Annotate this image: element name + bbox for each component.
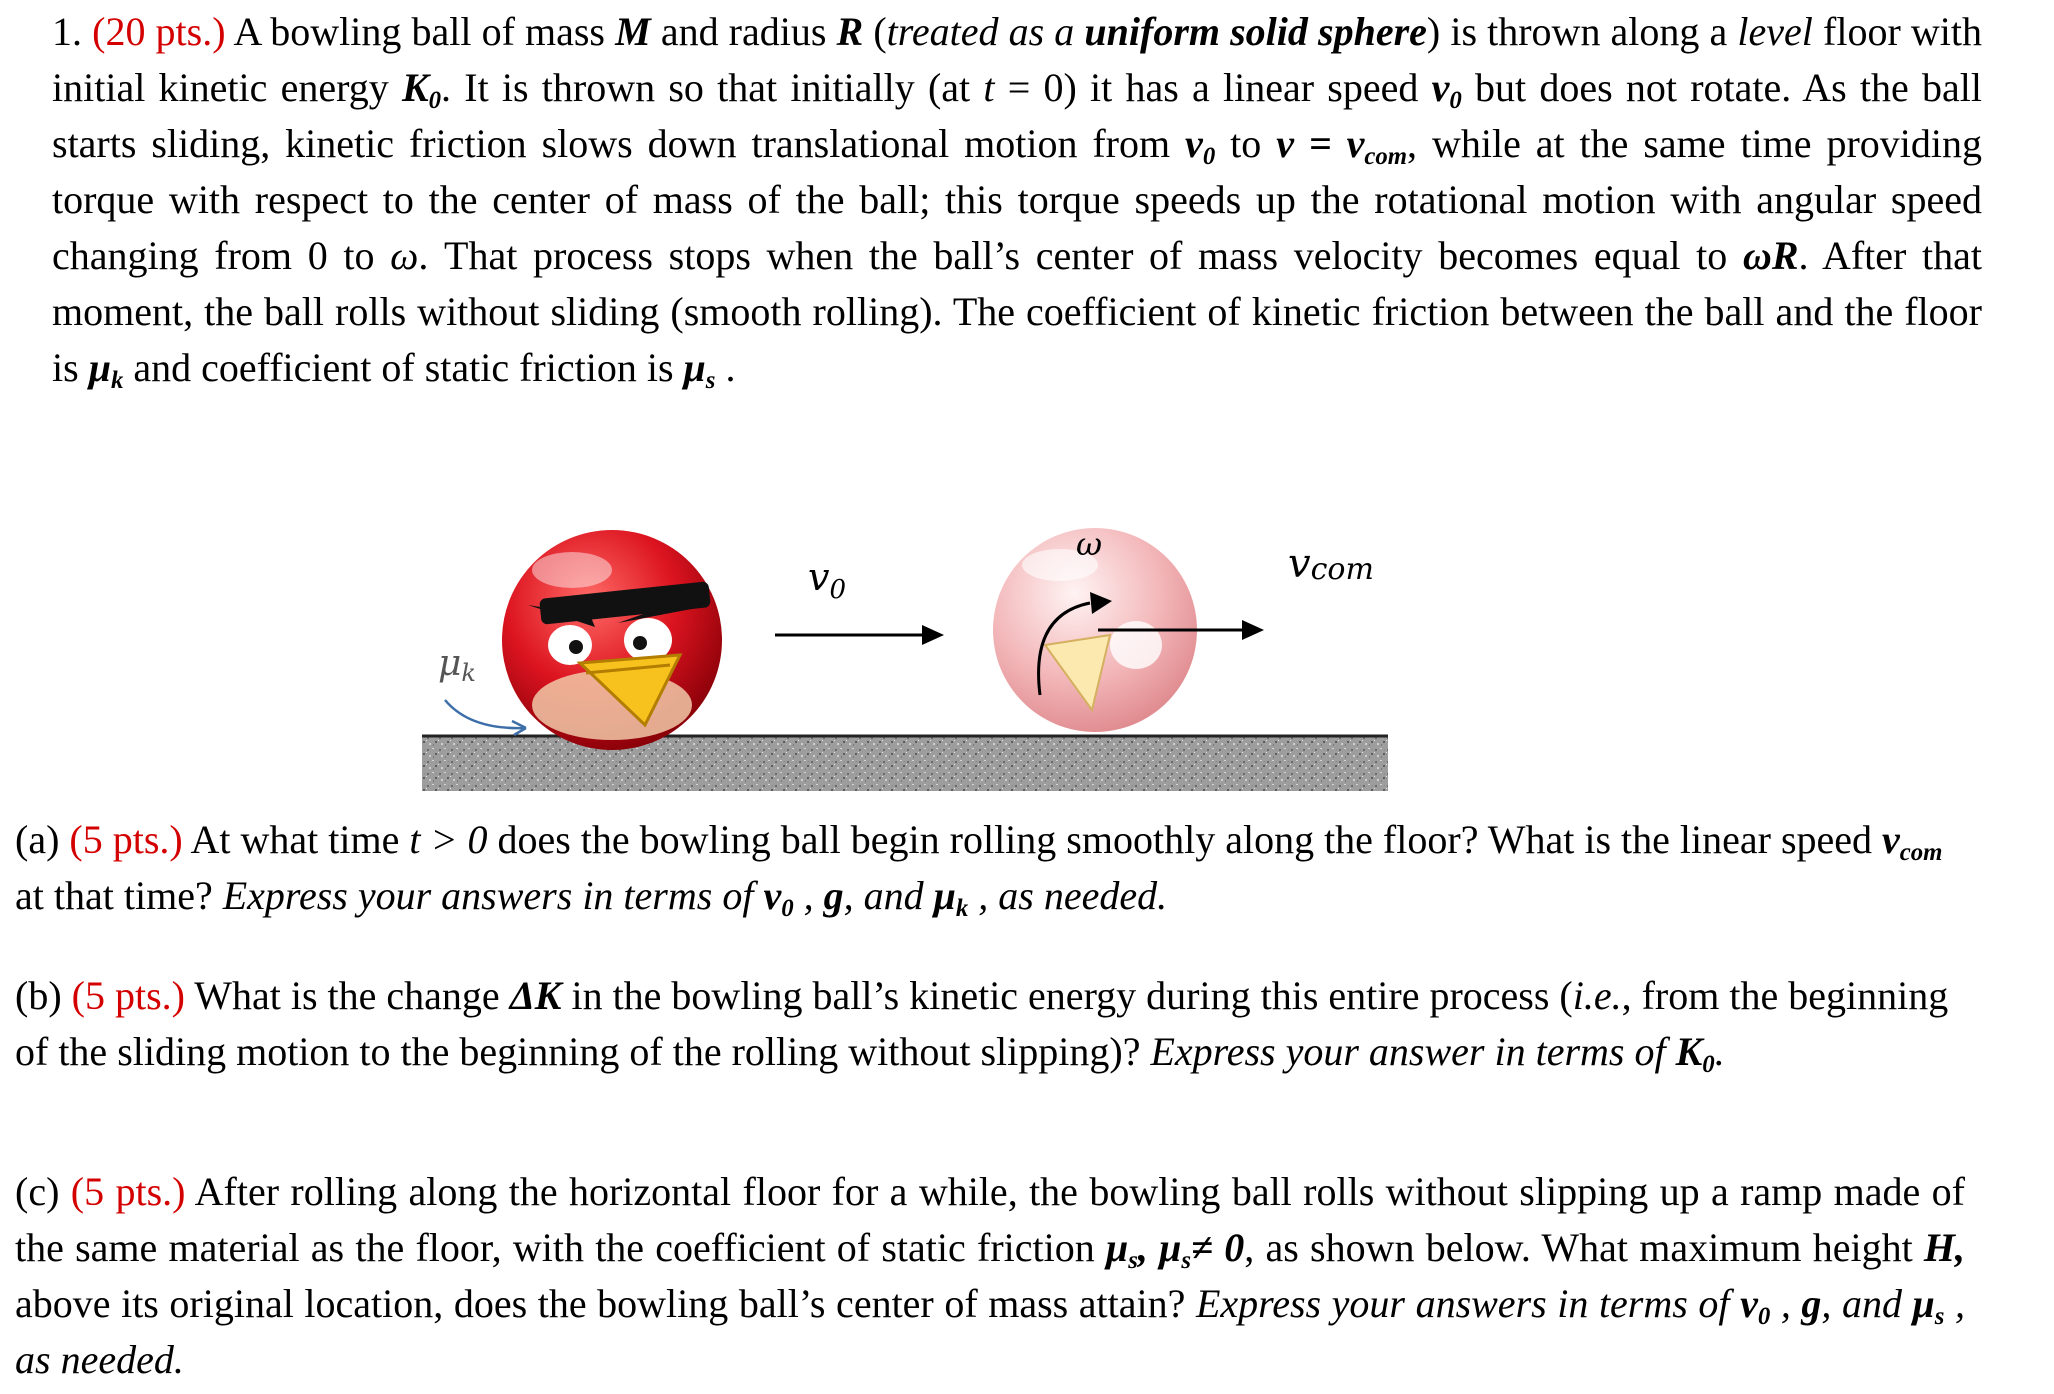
sub: 0 [428,86,442,114]
sub: 0 [1202,142,1216,170]
text: What is the change [184,973,510,1018]
sub: 0 [1757,1302,1771,1330]
var-mass: M [615,9,651,54]
instruction: Express your answers in terms of [1195,1281,1741,1326]
var-delta-k: ΔK [509,973,562,1018]
var-v0 [1740,1281,1771,1330]
text: at that time? [15,873,223,918]
var-h: H, [1923,1225,1966,1270]
text: but does not rotate. As the ball starts sliding, kinetic friction slows down translational motion from [52,65,1982,166]
var-vcom [1882,817,1943,866]
var: v [1185,121,1203,166]
var: μ [88,345,111,390]
var-k0 [1675,1029,1715,1078]
text: ) is thrown along a [1426,9,1738,54]
part-letter: (a) [15,817,70,862]
vcom-label [1288,541,1374,587]
emphasis: uniform solid sphere [1084,9,1427,54]
instruction: Express your answers in terms of [222,873,764,918]
text: , from the beginning of the sliding motion to the beginning of the rolling without slipping)? [15,973,1949,1074]
text: . That process stops when the ball’s center of mass velocity becomes equal to [418,233,1743,278]
v0-label [808,555,846,605]
text: above its original location, does the bowling ball’s center of mass attain? [15,1281,1196,1326]
var: v [1740,1281,1758,1326]
var-g: g [1801,1281,1822,1326]
inequality: ≠ 0 [1191,1225,1245,1270]
question-part-b [15,968,1965,1080]
var: μ [933,873,956,918]
var-radius: R [836,9,864,54]
text: At what time [182,817,410,862]
red-ball [502,530,722,750]
text: and radius [650,9,837,54]
text: , [1770,1281,1802,1326]
var: v [763,873,782,918]
problem-number: 1. [52,9,82,54]
var: K [401,65,429,110]
text: A bowling ball of mass [225,9,616,54]
text: . After that moment, the ball rolls without sliding (smooth rolling). The coefficient of kinetic friction between the ball and the floor is [52,233,1982,390]
text: . [1714,1029,1725,1074]
text: to [1215,121,1277,166]
part-points: (5 pts.) [69,817,183,862]
var: v = v [1276,121,1365,166]
rolling-ball-figure [390,495,1420,800]
vcom-arrowhead-icon [1242,620,1264,640]
text: , as shown below. What maximum height [1244,1225,1924,1270]
emphasis: level [1737,9,1813,54]
sub: com [1364,142,1408,170]
text: . [715,345,736,390]
text: , and [1821,1281,1913,1326]
text: . It is thrown so that initially (at [441,65,984,110]
text: floor with initial kinetic energy [52,9,1982,110]
figure-label-sub: k [461,659,476,687]
omega-label: ω [1076,525,1103,563]
text: = 0) it has a linear speed [994,65,1432,110]
text: i.e. [1572,973,1622,1018]
instruction: Express your answer in terms of [1150,1029,1676,1074]
sub: k [110,366,124,394]
sub: k [955,894,969,922]
var: μ [683,345,706,390]
text: , as needed. [15,1281,1966,1382]
text: treated as a [886,9,1085,54]
text: does the bowling ball begin rolling smoothly along the floor? What is the linear speed [487,817,1883,862]
var-mu-k [88,345,124,394]
text: ( [863,9,887,54]
sub: s [1181,1246,1192,1274]
var-v0 [1431,65,1462,114]
sub: s [1128,1246,1138,1274]
question-part-a [15,812,1965,924]
var-t: t [983,65,995,110]
var: μ [1105,1225,1129,1270]
v0-arrowhead-icon [922,625,944,645]
text: in the bowling ball’s kinetic energy during this entire process ( [561,973,1573,1018]
var-omega: ω [390,233,419,278]
var-vcom [1276,121,1408,170]
question-part-c [15,1164,1965,1388]
var-mu-s [1912,1281,1945,1330]
var-v0 [1185,121,1216,170]
sub: com [1899,838,1943,866]
part-letter: (b) [15,973,72,1018]
part-letter: (c) [15,1169,71,1214]
var-mu-s [1159,1225,1192,1274]
text: , as needed. [968,873,1168,918]
text: , and [843,873,934,918]
figure-label: v [1288,541,1311,587]
text: After rolling along the horizontal floor for a while, the bowling ball rolls without slipping up a ramp made of the same material as the floor, with the coefficient of static friction [15,1169,1965,1270]
problem-statement [52,4,1982,396]
sub: 0 [1449,86,1462,114]
figure-label: v [808,555,830,599]
var: K [1675,1029,1703,1074]
condition: t > 0 [409,817,488,862]
figure-label-sub: 0 [829,575,847,605]
text: , while at the same time providing torque with respect to the center of mass of the ball; this torque speeds up the rotational motion with angular speed changing from 0 to [52,121,1983,278]
part-points: (5 pts.) [70,1169,186,1214]
var: μ [1159,1225,1182,1270]
text: , [1137,1225,1160,1270]
var-v0 [763,873,794,922]
var-k0 [401,65,442,114]
sub: 0 [1702,1050,1715,1078]
mu-k-label [438,643,476,687]
sub: s [1934,1302,1945,1330]
problem-points: (20 pts.) [92,9,226,54]
var-g: g [823,873,844,918]
floor [422,735,1388,791]
var-mu-k [933,873,969,922]
sub: 0 [781,894,794,922]
sub: s [705,366,716,394]
var: μ [1912,1281,1935,1326]
figure-label: μ [438,643,462,684]
part-points: (5 pts.) [71,973,185,1018]
text: and coefficient of static friction is [123,345,684,390]
var-omega-r: ωR [1742,233,1799,278]
friction-arrow [445,700,525,728]
text: , [793,873,824,918]
var-mu-s [683,345,716,394]
figure-label-sub: com [1310,552,1374,587]
var-mu-s [1105,1225,1138,1274]
var: v [1431,65,1450,110]
var: v [1882,817,1900,862]
